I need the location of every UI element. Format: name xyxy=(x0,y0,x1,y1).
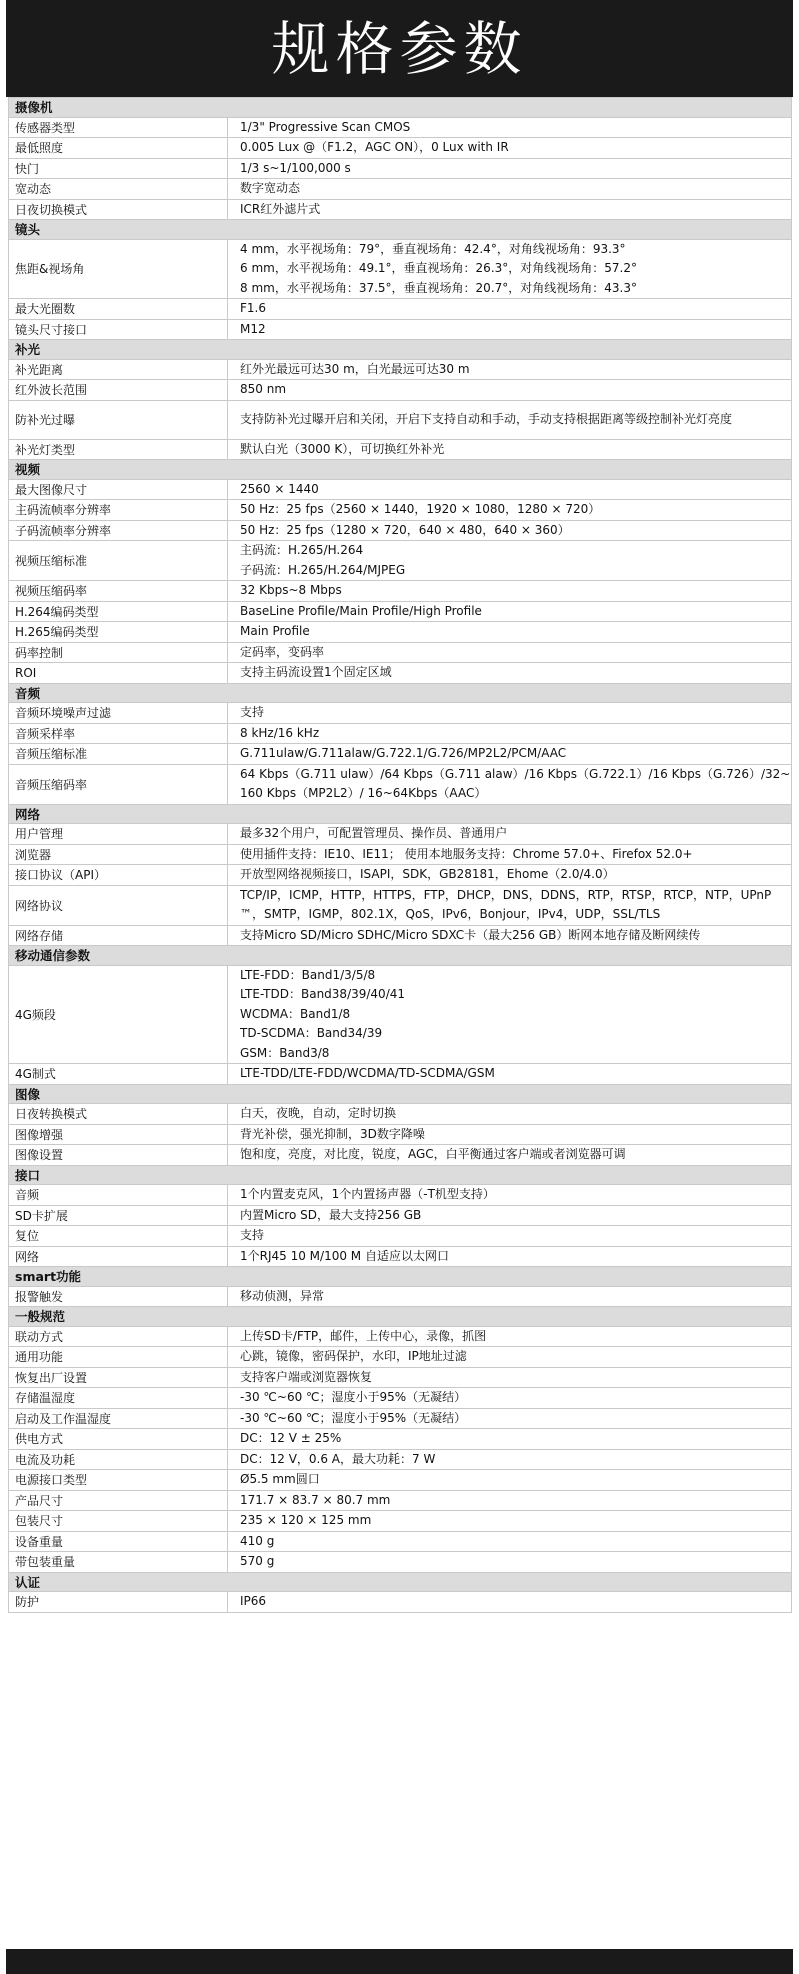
section-title: 视频 xyxy=(9,460,792,480)
spec-table-body xyxy=(9,98,792,1613)
spec-value-line: 32 Kbps~8 Mbps xyxy=(240,583,342,597)
spec-row xyxy=(9,865,792,886)
spec-label: 音频压缩标准 xyxy=(9,744,228,765)
spec-label: 存储温湿度 xyxy=(9,1388,228,1409)
spec-label: 联动方式 xyxy=(9,1326,228,1347)
spec-value-line: 支持 xyxy=(240,1228,265,1242)
spec-label: 电流及功耗 xyxy=(9,1449,228,1470)
spec-value-line: 支持防补光过曝开启和关闭，开启下支持自动和手动，手动支持根据距离等级控制补光灯亮度 xyxy=(240,411,733,426)
spec-row xyxy=(9,158,792,179)
spec-label: 子码流帧率分辨率 xyxy=(9,520,228,541)
spec-label: 网络协议 xyxy=(9,885,228,925)
spec-label: 镜头尺寸接口 xyxy=(9,319,228,340)
section-title: 移动通信参数 xyxy=(9,946,792,966)
spec-row xyxy=(9,117,792,138)
spec-label: 带包装重量 xyxy=(9,1552,228,1573)
spec-row xyxy=(9,1511,792,1532)
spec-value-line: 白天，夜晚，自动，定时切换 xyxy=(240,1106,397,1120)
spec-row xyxy=(9,642,792,663)
spec-label: 主码流帧率分辨率 xyxy=(9,500,228,521)
spec-value-line: GSM：Band3/8 xyxy=(240,1045,330,1060)
spec-value-line: 1个RJ45 10 M/100 M 自适应以太网口 xyxy=(240,1248,449,1263)
spec-value xyxy=(228,885,792,925)
spec-value xyxy=(228,1552,792,1573)
spec-value xyxy=(228,1531,792,1552)
spec-label: 最低照度 xyxy=(9,138,228,159)
spec-value-line: 背光补偿，强光抑制，3D数字降噪 xyxy=(240,1126,425,1141)
spec-row xyxy=(9,520,792,541)
spec-value xyxy=(228,622,792,643)
spec-label: 焦距&视场角 xyxy=(9,239,228,299)
spec-value xyxy=(228,764,792,804)
spec-label: 码率控制 xyxy=(9,642,228,663)
spec-row xyxy=(9,723,792,744)
spec-row xyxy=(9,239,792,299)
spec-value-line: Main Profile xyxy=(240,624,310,638)
spec-value-line: 子码流：H.265/H.264/MJPEG xyxy=(240,562,406,577)
section-header-row xyxy=(9,804,792,824)
section-header-row xyxy=(9,1307,792,1327)
spec-value xyxy=(228,380,792,401)
spec-value xyxy=(228,359,792,380)
spec-value xyxy=(228,865,792,886)
spec-row xyxy=(9,1408,792,1429)
spec-label: 宽动态 xyxy=(9,179,228,200)
spec-value xyxy=(228,1347,792,1368)
spec-label: 网络存储 xyxy=(9,925,228,946)
spec-row xyxy=(9,1429,792,1450)
section-header-row xyxy=(9,1267,792,1287)
spec-value-line: WCDMA：Band1/8 xyxy=(240,1006,351,1021)
spec-value xyxy=(228,541,792,581)
spec-value-line: DC：12 V，0.6 A，最大功耗：7 W xyxy=(240,1451,436,1466)
spec-value-line: ICR红外滤片式 xyxy=(240,201,321,216)
spec-row xyxy=(9,1552,792,1573)
spec-row xyxy=(9,764,792,804)
spec-value-line: DC：12 V ± 25% xyxy=(240,1431,342,1445)
spec-value xyxy=(228,138,792,159)
spec-row xyxy=(9,824,792,845)
spec-row xyxy=(9,1326,792,1347)
spec-value-line: 定码率，变码率 xyxy=(240,644,325,659)
spec-label: 复位 xyxy=(9,1226,228,1247)
spec-row xyxy=(9,380,792,401)
spec-row xyxy=(9,179,792,200)
spec-row xyxy=(9,844,792,865)
section-header-row xyxy=(9,98,792,118)
spec-label: 供电方式 xyxy=(9,1429,228,1450)
spec-row xyxy=(9,1286,792,1307)
spec-label: 红外波长范围 xyxy=(9,380,228,401)
spec-label: 音频压缩码率 xyxy=(9,764,228,804)
spec-label: 音频环境噪声过滤 xyxy=(9,703,228,724)
section-title: 镜头 xyxy=(9,220,792,240)
spec-label: 传感器类型 xyxy=(9,117,228,138)
spec-label: 音频采样率 xyxy=(9,723,228,744)
spec-row xyxy=(9,400,792,439)
spec-row xyxy=(9,500,792,521)
spec-value-line: 6 mm，水平视场角：49.1°，垂直视场角：26.3°，对角线视场角：57.2° xyxy=(240,261,637,275)
section-header-row xyxy=(9,1572,792,1592)
spec-value xyxy=(228,744,792,765)
spec-value-line: 4 mm，水平视场角：79°，垂直视场角：42.4°，对角线视场角：93.3° xyxy=(240,241,626,256)
spec-value-line: 2560 × 1440 xyxy=(240,481,319,496)
section-title: 接口 xyxy=(9,1165,792,1185)
spec-value-line: 50 Hz：25 fps（2560 × 1440，1920 × 1080，1280 × 720） xyxy=(240,502,601,516)
spec-row xyxy=(9,663,792,684)
spec-value xyxy=(228,1408,792,1429)
spec-value xyxy=(228,703,792,724)
spec-row xyxy=(9,1246,792,1267)
spec-value-line: -30 ℃~60 ℃；湿度小于95%（无凝结） xyxy=(240,1390,467,1404)
spec-label: 日夜转换模式 xyxy=(9,1104,228,1125)
spec-label: 防护 xyxy=(9,1592,228,1613)
spec-value-line: 饱和度，亮度，对比度，锐度，AGC，白平衡通过客户端或者浏览器可调 xyxy=(240,1147,626,1161)
spec-value-line: -30 ℃~60 ℃；湿度小于95%（无凝结） xyxy=(240,1410,467,1425)
spec-label: 图像增强 xyxy=(9,1124,228,1145)
spec-value xyxy=(228,1145,792,1166)
spec-value-line: 数字宽动态 xyxy=(240,181,301,195)
spec-value-line: 50 Hz：25 fps（1280 × 720，640 × 480，640 × 360） xyxy=(240,522,570,537)
spec-label: 补光灯类型 xyxy=(9,439,228,460)
spec-row xyxy=(9,885,792,925)
spec-value-line: 1个内置麦克风，1个内置扬声器（-T机型支持） xyxy=(240,1187,495,1201)
spec-value xyxy=(228,179,792,200)
spec-value xyxy=(228,1367,792,1388)
spec-label: 产品尺寸 xyxy=(9,1490,228,1511)
spec-row xyxy=(9,1470,792,1491)
spec-value xyxy=(228,299,792,320)
spec-row xyxy=(9,439,792,460)
spec-row xyxy=(9,622,792,643)
spec-value-line: 支持Micro SD/Micro SDHC/Micro SDXC卡（最大256 GB）断网本地存储及断网续传 xyxy=(240,927,701,942)
spec-label: 恢复出厂设置 xyxy=(9,1367,228,1388)
spec-label: 网络 xyxy=(9,1246,228,1267)
spec-row xyxy=(9,1592,792,1613)
spec-row xyxy=(9,199,792,220)
spec-label: H.264编码类型 xyxy=(9,601,228,622)
section-title: smart功能 xyxy=(9,1267,792,1287)
section-title: 摄像机 xyxy=(9,98,792,118)
spec-value-line: 1/3 s~1/100,000 s xyxy=(240,160,351,175)
section-title: 音频 xyxy=(9,683,792,703)
spec-value-line: 支持客户端或浏览器恢复 xyxy=(240,1369,373,1384)
spec-label: 防补光过曝 xyxy=(9,400,228,439)
spec-value xyxy=(228,1592,792,1613)
spec-value xyxy=(228,117,792,138)
spec-label: 包装尺寸 xyxy=(9,1511,228,1532)
spec-label: 接口协议（API） xyxy=(9,865,228,886)
spec-value-line: LTE-TDD/LTE-FDD/WCDMA/TD-SCDMA/GSM xyxy=(240,1066,495,1080)
spec-value-line: 最多32个用户，可配置管理员、操作员、普通用户 xyxy=(240,826,508,840)
spec-row xyxy=(9,138,792,159)
spec-value-line: Ø5.5 mm圆口 xyxy=(240,1472,320,1486)
spec-label: 4G频段 xyxy=(9,965,228,1064)
spec-value-line: 红外光最远可达30 m，白光最远可达30 m xyxy=(240,361,470,376)
spec-value-line: M12 xyxy=(240,321,266,336)
spec-value xyxy=(228,1449,792,1470)
spec-value xyxy=(228,663,792,684)
spec-value-line: LTE-FDD：Band1/3/5/8 xyxy=(240,967,376,982)
spec-label: 图像设置 xyxy=(9,1145,228,1166)
spec-label: 设备重量 xyxy=(9,1531,228,1552)
spec-value-line: 主码流：H.265/H.264 xyxy=(240,543,364,557)
spec-value-line: 使用插件支持：IE10、IE11； 使用本地服务支持：Chrome 57.0+、Firefox 52.0+ xyxy=(240,846,693,861)
spec-row xyxy=(9,1347,792,1368)
section-header-row xyxy=(9,220,792,240)
spec-label: ROI xyxy=(9,663,228,684)
spec-value-line: 移动侦测，异常 xyxy=(240,1288,325,1303)
spec-label: 视频压缩标准 xyxy=(9,541,228,581)
spec-value xyxy=(228,239,792,299)
spec-value xyxy=(228,1490,792,1511)
spec-value xyxy=(228,1226,792,1247)
spec-row xyxy=(9,744,792,765)
spec-value xyxy=(228,581,792,602)
spec-value-line: BaseLine Profile/Main Profile/High Profile xyxy=(240,603,482,618)
section-header-row xyxy=(9,460,792,480)
spec-value xyxy=(228,1064,792,1085)
spec-label: 通用功能 xyxy=(9,1347,228,1368)
spec-value-line: TCP/IP，ICMP，HTTP，HTTPS，FTP，DHCP，DNS，DDNS，RTP，RTSP，RTCP，NTP，UPnP™，SMTP，IGMP，802.1X，QoS，IPv6，Bonjour，IPv4，UDP，SSL/TLS xyxy=(240,887,772,921)
spec-label: 浏览器 xyxy=(9,844,228,865)
spec-value xyxy=(228,1388,792,1409)
spec-row xyxy=(9,1185,792,1206)
spec-value xyxy=(228,1205,792,1226)
spec-value-line: 1/3" Progressive Scan CMOS xyxy=(240,119,411,134)
spec-value-line: 570 g xyxy=(240,1554,275,1568)
spec-value xyxy=(228,479,792,500)
spec-row xyxy=(9,359,792,380)
spec-value xyxy=(228,158,792,179)
spec-value-line: 心跳，镜像，密码保护，水印，IP地址过滤 xyxy=(240,1349,467,1363)
spec-value-line: LTE-TDD：Band38/39/40/41 xyxy=(240,987,406,1001)
spec-value-line: IP66 xyxy=(240,1594,267,1608)
spec-value xyxy=(228,1104,792,1125)
spec-value xyxy=(228,1470,792,1491)
spec-value-line: 内置Micro SD，最大支持256 GB xyxy=(240,1207,422,1222)
spec-row xyxy=(9,601,792,622)
section-header-row xyxy=(9,340,792,360)
spec-label: 日夜切换模式 xyxy=(9,199,228,220)
spec-value xyxy=(228,844,792,865)
spec-value-line: 默认白光（3000 K），可切换红外补光 xyxy=(240,441,445,456)
spec-row xyxy=(9,1064,792,1085)
spec-label: 视频压缩码率 xyxy=(9,581,228,602)
spec-value-line: 开放型网络视频接口，ISAPI，SDK，GB28181，Ehome（2.0/4.0） xyxy=(240,867,615,881)
section-title: 补光 xyxy=(9,340,792,360)
spec-value xyxy=(228,1286,792,1307)
spec-row xyxy=(9,319,792,340)
page-header xyxy=(6,0,793,97)
spec-value-line: 支持 xyxy=(240,705,265,719)
spec-value-line: 8 kHz/16 kHz xyxy=(240,725,320,740)
spec-row xyxy=(9,581,792,602)
spec-label: 用户管理 xyxy=(9,824,228,845)
spec-value-line: TD-SCDMA：Band34/39 xyxy=(240,1026,383,1040)
spec-value xyxy=(228,1124,792,1145)
spec-value xyxy=(228,1326,792,1347)
spec-label: 音频 xyxy=(9,1185,228,1206)
spec-value-line: 64 Kbps（G.711 ulaw）/64 Kbps（G.711 alaw）/16 Kbps（G.722.1）/16 Kbps（G.726）/32~160 Kbps（MP2L2）/ 16~64Kbps（AAC） xyxy=(240,766,791,800)
spec-row xyxy=(9,299,792,320)
spec-value-line: 8 mm，水平视场角：37.5°，垂直视场角：20.7°，对角线视场角：43.3° xyxy=(240,280,637,295)
spec-value-line: 支持主码流设置1个固定区域 xyxy=(240,665,392,679)
spec-value-line: 235 × 120 × 125 mm xyxy=(240,1513,372,1527)
spec-row xyxy=(9,1124,792,1145)
spec-value xyxy=(228,199,792,220)
spec-row xyxy=(9,703,792,724)
spec-row xyxy=(9,965,792,1064)
spec-value-line: 0.005 Lux @（F1.2，AGC ON），0 Lux with IR xyxy=(240,140,509,154)
spec-value xyxy=(228,319,792,340)
spec-value xyxy=(228,400,792,439)
spec-row xyxy=(9,1145,792,1166)
spec-value xyxy=(228,1185,792,1206)
spec-label: 报警触发 xyxy=(9,1286,228,1307)
spec-label: 启动及工作温湿度 xyxy=(9,1408,228,1429)
spec-value-line: 上传SD卡/FTP，邮件，上传中心，录像，抓图 xyxy=(240,1328,487,1343)
spec-value xyxy=(228,965,792,1064)
spec-row xyxy=(9,1449,792,1470)
spec-value-line: G.711ulaw/G.711alaw/G.722.1/G.726/MP2L2/PCM/AAC xyxy=(240,746,567,760)
spec-row xyxy=(9,1531,792,1552)
spec-row xyxy=(9,1104,792,1125)
spec-row xyxy=(9,1367,792,1388)
footer-bar xyxy=(6,1949,793,1974)
spec-label: 最大光圈数 xyxy=(9,299,228,320)
spec-row xyxy=(9,541,792,581)
section-header-row xyxy=(9,683,792,703)
spec-value xyxy=(228,601,792,622)
spec-value xyxy=(228,723,792,744)
section-header-row xyxy=(9,1165,792,1185)
spec-row xyxy=(9,1205,792,1226)
spec-value xyxy=(228,1246,792,1267)
spec-label: 快门 xyxy=(9,158,228,179)
section-title: 一般规范 xyxy=(9,1307,792,1327)
spec-value xyxy=(228,520,792,541)
spec-value xyxy=(228,500,792,521)
page-title: 规格参数 xyxy=(271,14,528,83)
spec-label: 4G制式 xyxy=(9,1064,228,1085)
spec-row xyxy=(9,1226,792,1247)
spec-table xyxy=(8,97,792,1613)
spec-value-line: 171.7 × 83.7 × 80.7 mm xyxy=(240,1492,391,1507)
spec-value xyxy=(228,1429,792,1450)
spec-label: H.265编码类型 xyxy=(9,622,228,643)
spec-label: SD卡扩展 xyxy=(9,1205,228,1226)
spec-row xyxy=(9,1490,792,1511)
spec-value-line: F1.6 xyxy=(240,301,266,315)
spec-value-line: 410 g xyxy=(240,1533,275,1548)
spec-value xyxy=(228,824,792,845)
spec-row xyxy=(9,925,792,946)
spec-value xyxy=(228,439,792,460)
spec-value xyxy=(228,642,792,663)
spec-value xyxy=(228,925,792,946)
spec-label: 电源接口类型 xyxy=(9,1470,228,1491)
section-title: 认证 xyxy=(9,1572,792,1592)
spec-label: 最大图像尺寸 xyxy=(9,479,228,500)
spec-row xyxy=(9,1388,792,1409)
spec-value-line: 850 nm xyxy=(240,382,287,396)
section-title: 图像 xyxy=(9,1084,792,1104)
spec-row xyxy=(9,479,792,500)
section-title: 网络 xyxy=(9,804,792,824)
section-header-row xyxy=(9,946,792,966)
spec-label: 补光距离 xyxy=(9,359,228,380)
section-header-row xyxy=(9,1084,792,1104)
spec-value xyxy=(228,1511,792,1532)
